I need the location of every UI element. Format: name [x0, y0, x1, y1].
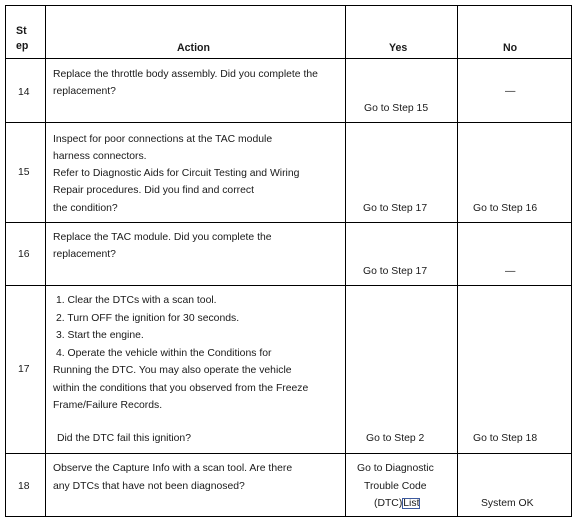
action-text: 1. Clear the DTCs with a scan tool.: [56, 295, 217, 306]
yes-result: Go to Diagnostic: [357, 463, 434, 474]
no-result: —: [505, 86, 516, 97]
header-yes: Yes: [389, 42, 408, 54]
action-text: Running the DTC. You may also operate the vehicle: [53, 365, 292, 376]
table-border-right: [571, 5, 572, 517]
action-text: Did the DTC fail this ignition?: [57, 433, 191, 444]
step-number: 17: [18, 364, 30, 375]
no-result: System OK: [481, 498, 534, 509]
yes-result: [374, 497, 420, 510]
header-no: No: [503, 42, 518, 54]
yes-result: Go to Step 17: [363, 266, 428, 277]
row-divider: [5, 285, 572, 286]
dtc-label: (DTC): [374, 498, 403, 509]
no-result: Go to Step 18: [473, 433, 538, 444]
action-text: any DTCs that have not been diagnosed?: [53, 481, 245, 492]
header-step-line2: ep: [16, 40, 29, 52]
header-action: Action: [177, 42, 210, 54]
no-result: Go to Step 16: [473, 203, 538, 214]
table-border-bottom: [5, 516, 572, 517]
yes-result: Go to Step 2: [366, 433, 425, 444]
yes-result: Trouble Code: [364, 481, 427, 492]
row-divider: [5, 122, 572, 123]
action-text: replacement?: [53, 86, 116, 97]
no-result: —: [505, 266, 516, 277]
action-text: Inspect for poor connections at the TAC module: [53, 134, 273, 145]
table-border-top: [5, 5, 572, 6]
row-divider: [5, 58, 572, 59]
column-divider: [345, 5, 346, 517]
row-divider: [5, 222, 572, 223]
action-text: the condition?: [53, 203, 118, 214]
action-text: 2. Turn OFF the ignition for 30 seconds.: [56, 313, 240, 324]
action-text: Replace the throttle body assembly. Did you complete the: [53, 69, 318, 80]
yes-result: Go to Step 17: [363, 203, 428, 214]
column-divider: [45, 5, 46, 517]
step-number: 16: [18, 249, 30, 260]
action-text: Refer to Diagnostic Aids for Circuit Testing and Wiring: [53, 168, 300, 179]
row-divider: [5, 453, 572, 454]
yes-result: Go to Step 15: [364, 103, 429, 114]
action-text: Frame/Failure Records.: [53, 400, 163, 411]
action-text: 3. Start the engine.: [56, 330, 144, 341]
action-text: replacement?: [53, 249, 116, 260]
step-number: 15: [18, 167, 30, 178]
action-text: within the conditions that you observed from the Freeze: [53, 383, 309, 394]
header-step-line1: St: [16, 25, 27, 37]
table-border-left: [5, 5, 6, 517]
action-text: harness connectors.: [53, 151, 147, 162]
action-text: Repair procedures. Did you find and correct: [53, 185, 254, 196]
action-text: 4. Operate the vehicle within the Conditions for: [56, 348, 272, 359]
column-divider: [457, 5, 458, 517]
dtc-list-link[interactable]: List: [403, 498, 420, 509]
step-number: 14: [18, 87, 30, 98]
step-number: 18: [18, 481, 30, 492]
action-text: Replace the TAC module. Did you complete the: [53, 232, 272, 243]
action-text: Observe the Capture Info with a scan tool. Are there: [53, 463, 293, 474]
